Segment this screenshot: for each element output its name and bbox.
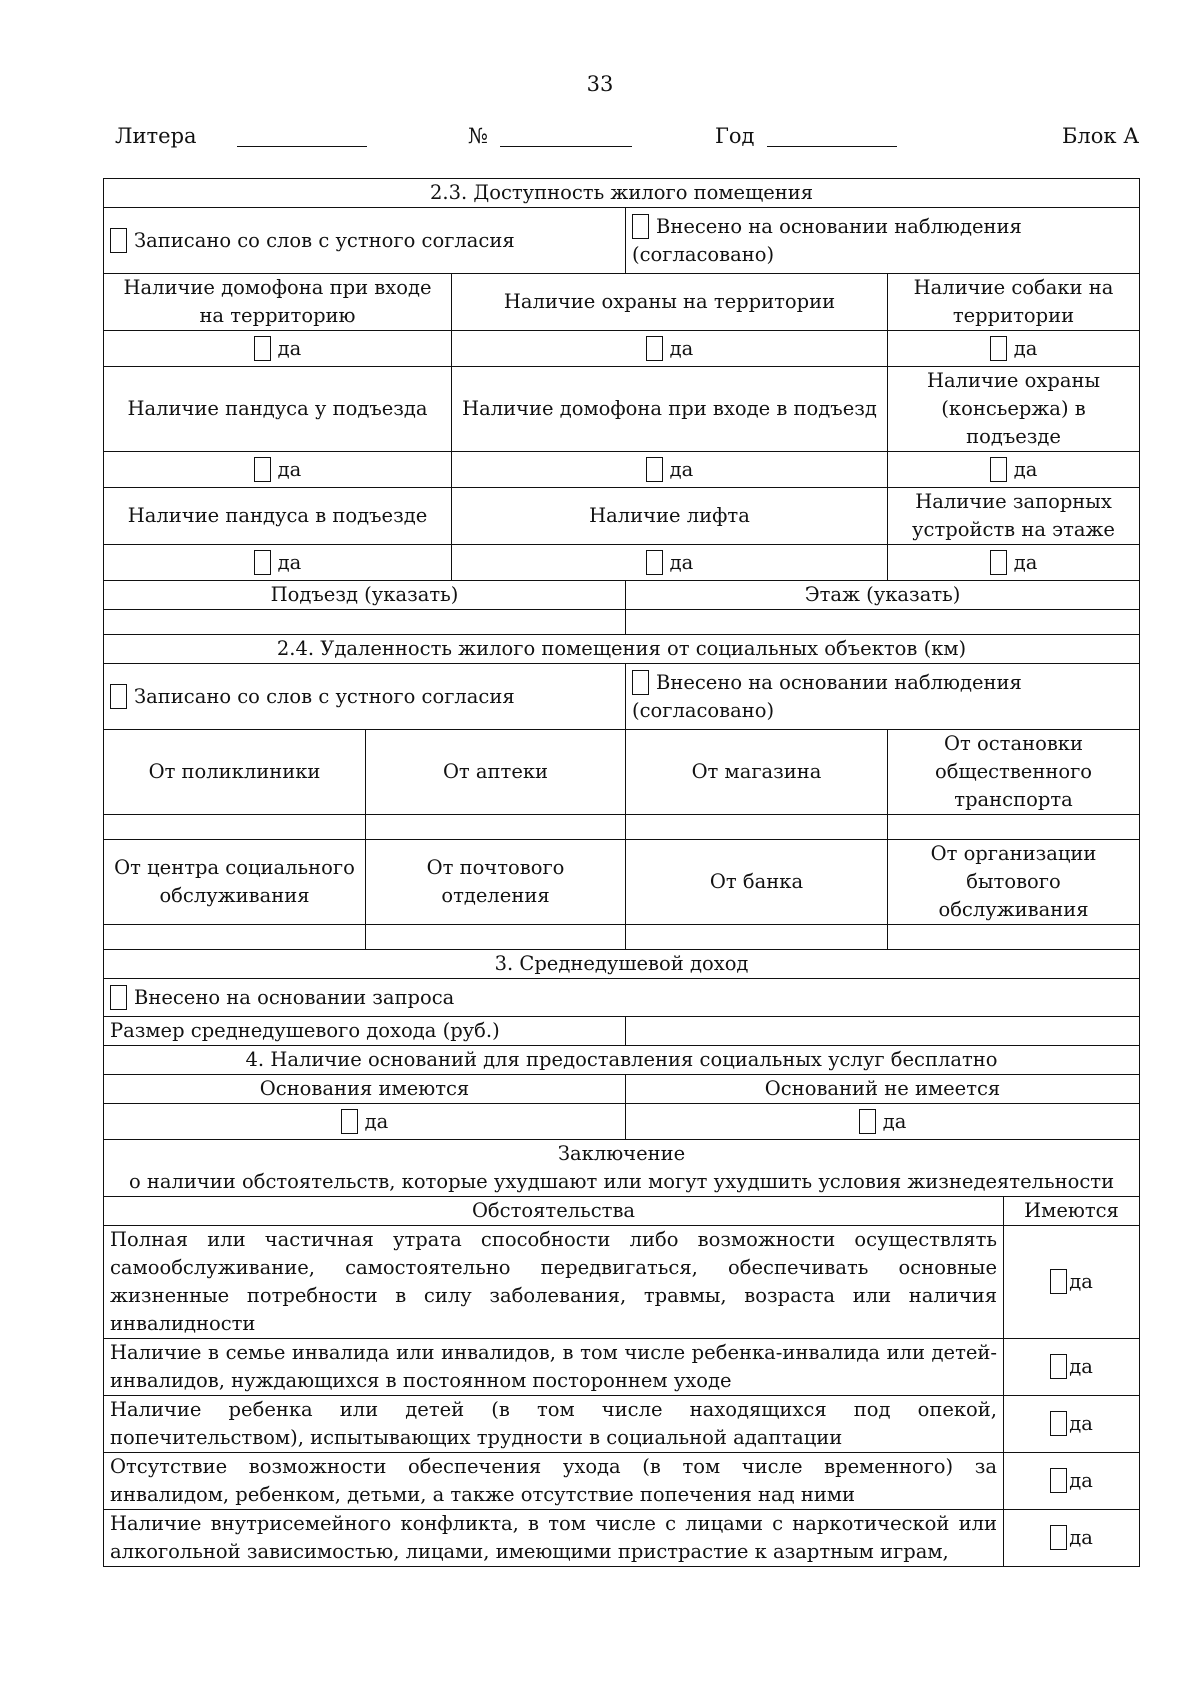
ramp-entrance-label: Наличие пандуса у подъезда [104,367,452,452]
post-office-distance-field[interactable] [366,925,626,950]
request-checkbox[interactable] [110,985,127,1010]
observation-option[interactable] [626,208,1140,274]
checkbox[interactable] [1050,1525,1067,1550]
checkbox[interactable] [990,457,1007,482]
yes-label: да [1069,1526,1093,1549]
intercom-entrance-label: Наличие домофона при входе в подъезд [452,367,888,452]
clinic-distance-field[interactable] [104,815,366,840]
conclusion-subtitle: о наличии обстоятельств, которые ухудшают или могут ухудшить условия жизнедеятельности [128,1170,1115,1193]
intercom-territory-label: Наличие домофона при входе на территорию [104,274,452,331]
page-number: 33 [586,72,614,96]
litera-label: Литера [115,124,197,148]
circumstances-column-header: Обстоятельства [104,1197,1004,1226]
circumstance-5-yes[interactable] [1004,1510,1140,1567]
dog-territory-yes[interactable] [888,331,1140,367]
checkbox[interactable] [1050,1411,1067,1436]
yes-label: да [669,336,694,360]
floor-label: Этаж (указать) [626,581,1140,610]
yes-label: да [277,336,302,360]
guard-territory-label: Наличие охраны на территории [452,274,888,331]
transport-stop-distance-label: От остановки общественного транспорта [888,730,1140,815]
yes-label: да [1013,550,1038,574]
dog-territory-label: Наличие собаки на территории [888,274,1140,331]
consumer-services-distance-label: От организации бытового обслуживания [888,840,1140,925]
block-label: Блок А [1062,124,1140,148]
present-column-header: Имеются [1004,1197,1140,1226]
yes-label: да [1013,457,1038,481]
entrance-label: Подъезд (указать) [104,581,626,610]
verbal-consent-checkbox[interactable] [110,684,127,709]
conclusion-title: Заключение [557,1142,686,1165]
verbal-consent-label: Записано со слов с устного согласия [134,684,515,708]
section-3-title: 3. Среднедушевой доход [104,950,1140,979]
section-2-4-title: 2.4. Удаленность жилого помещения от социальных объектов (км) [104,635,1140,664]
section-4-title: 4. Наличие оснований для предоставления социальных услуг бесплатно [104,1046,1140,1075]
request-label: Внесено на основании запроса [134,985,455,1009]
floor-locks-yes[interactable] [888,545,1140,581]
intercom-territory-yes[interactable] [104,331,452,367]
bank-distance-label: От банка [626,840,888,925]
checkbox[interactable] [1050,1468,1067,1493]
bank-distance-field[interactable] [626,925,888,950]
year-label: Год [715,124,755,148]
observation-label: Внесено на основании наблюдения (согласовано) [632,214,1022,266]
checkbox[interactable] [341,1109,358,1134]
grounds-absent-label: Оснований не имеется [626,1075,1140,1104]
verbal-consent-checkbox[interactable] [110,228,127,253]
social-center-distance-field[interactable] [104,925,366,950]
verbal-consent-option-2[interactable] [104,664,626,730]
circumstance-1-yes[interactable] [1004,1226,1140,1339]
ramp-inside-label: Наличие пандуса в подъезде [104,488,452,545]
checkbox[interactable] [646,550,663,575]
floor-locks-label: Наличие запорных устройств на этаже [888,488,1140,545]
circumstance-2: Наличие в семье инвалида или инвалидов, в том числе ребенка-инвалида или детей-инвалидов, нуждающихся в постоянном постороннем уходе [104,1339,1004,1396]
header-fields [0,124,1200,154]
checkbox[interactable] [254,336,271,361]
verbal-consent-label: Записано со слов с устного согласия [134,228,515,252]
year-field[interactable] [767,146,897,147]
consumer-services-distance-field[interactable] [888,925,1140,950]
observation-checkbox[interactable] [632,214,649,239]
floor-field[interactable] [626,610,1140,635]
checkbox[interactable] [859,1109,876,1134]
store-distance-field[interactable] [626,815,888,840]
pharmacy-distance-field[interactable] [366,815,626,840]
yes-label: да [1069,1469,1093,1492]
grounds-absent-yes[interactable] [626,1104,1140,1140]
observation-label: Внесено на основании наблюдения (согласовано) [632,670,1022,722]
yes-label: да [669,550,694,574]
circumstance-3: Наличие ребенка или детей (в том числе находящихся под опекой, попечительством), испытывающих трудности в социальной адаптации [104,1396,1004,1453]
circumstance-4-yes[interactable] [1004,1453,1140,1510]
elevator-yes[interactable] [452,545,888,581]
yes-label: да [1069,1412,1093,1435]
concierge-entrance-yes[interactable] [888,452,1140,488]
post-office-distance-label: От почтового отделения [366,840,626,925]
yes-label: да [364,1109,389,1133]
ramp-inside-yes[interactable] [104,545,452,581]
verbal-consent-option[interactable] [104,208,626,274]
clinic-distance-label: От поликлиники [104,730,366,815]
yes-label: да [1069,1355,1093,1378]
litera-field[interactable] [237,146,367,147]
pharmacy-distance-label: От аптеки [366,730,626,815]
income-label: Размер среднедушевого дохода (руб.) [104,1017,626,1046]
checkbox[interactable] [1050,1269,1067,1294]
checkbox[interactable] [990,550,1007,575]
observation-option-2[interactable] [626,664,1140,730]
checkbox[interactable] [254,550,271,575]
yes-label: да [882,1109,907,1133]
checkbox[interactable] [646,457,663,482]
store-distance-label: От магазина [626,730,888,815]
number-field[interactable] [500,146,632,147]
assessment-form-table [103,178,1140,1567]
checkbox[interactable] [646,336,663,361]
elevator-label: Наличие лифта [452,488,888,545]
circumstance-5: Наличие внутрисемейного конфликта, в том числе с лицами с наркотической или алкогольной зависимостью, лицами, имеющими пристрастие к азартным играм, [104,1510,1004,1567]
circumstance-2-yes[interactable] [1004,1339,1140,1396]
circumstance-4: Отсутствие возможности обеспечения ухода (в том числе временного) за инвалидом, ребенком, детьми, а также отсутствие попечения над ними [104,1453,1004,1510]
section-2-3-title: 2.3. Доступность жилого помещения [104,179,1140,208]
income-field[interactable] [626,1017,1140,1046]
grounds-exist-label: Основания имеются [104,1075,626,1104]
circumstance-3-yes[interactable] [1004,1396,1140,1453]
yes-label: да [277,457,302,481]
ramp-entrance-yes[interactable] [104,452,452,488]
concierge-entrance-label: Наличие охраны (консьержа) в подъезде [888,367,1140,452]
observation-checkbox[interactable] [632,670,649,695]
number-label: № [468,124,488,148]
checkbox[interactable] [1050,1354,1067,1379]
yes-label: да [1013,336,1038,360]
yes-label: да [1069,1270,1093,1293]
social-center-distance-label: От центра социального обслуживания [104,840,366,925]
yes-label: да [277,550,302,574]
checkbox[interactable] [990,336,1007,361]
conclusion-header [104,1140,1140,1197]
request-option[interactable] [104,979,1140,1017]
checkbox[interactable] [254,457,271,482]
guard-territory-yes[interactable] [452,331,888,367]
transport-stop-distance-field[interactable] [888,815,1140,840]
grounds-exist-yes[interactable] [104,1104,626,1140]
entrance-field[interactable] [104,610,626,635]
yes-label: да [669,457,694,481]
circumstance-1: Полная или частичная утрата способности либо возможности осуществлять самообслуживание, самостоятельно передвигаться, обеспечивать основные жизненные потребности в силу заболевания, травмы, возраста или наличия инвалидности [104,1226,1004,1339]
intercom-entrance-yes[interactable] [452,452,888,488]
